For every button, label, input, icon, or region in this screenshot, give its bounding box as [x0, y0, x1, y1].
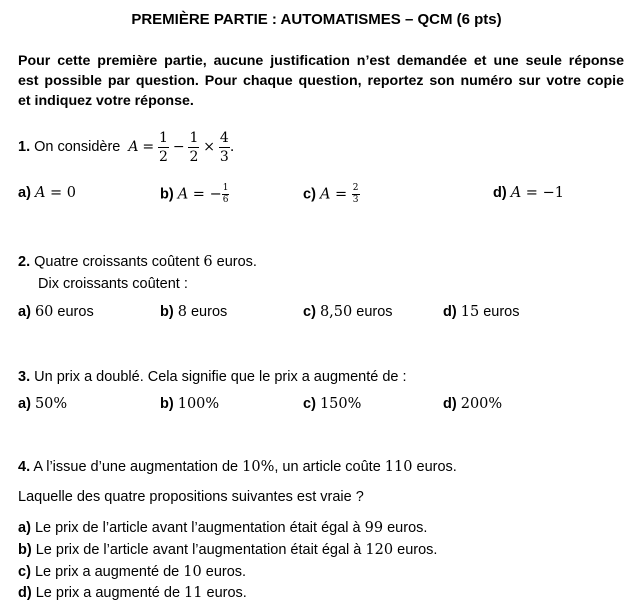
q4-option-c: c) Le prix a augmenté de 10 euros.: [18, 564, 247, 580]
formula-times: ×: [203, 139, 216, 156]
question-1: [18, 131, 234, 164]
question-2: 2. Quatre croissants coûtent 6 euros.: [18, 254, 257, 270]
question-number: 2.: [18, 254, 31, 270]
formula-minus: −: [172, 139, 185, 156]
question-2-line-2: Dix croissants coûtent :: [38, 276, 188, 292]
question-number: 3.: [18, 369, 31, 385]
q3-option-a: a) 50%: [18, 396, 68, 412]
question-4-prompt: Laquelle des quatre propositions suivantes est vraie ?: [18, 489, 364, 505]
fraction-2: $\frac{1}{2}$: [189, 130, 199, 165]
question-text: On considère: [34, 139, 121, 156]
q4-option-d: d) Le prix a augmenté de 11 euros.: [18, 585, 247, 601]
formula-variable: A: [128, 139, 139, 156]
q3-option-c: c) 150%: [303, 396, 362, 412]
q1-option-b: b) A = − $\frac{1}{6}$: [160, 183, 229, 205]
q3-option-b: b) 100%: [160, 396, 220, 412]
question-1-formula: [128, 131, 234, 164]
question-4: 4. A l’issue d’une augmentation de 10%, un article coûte 110 euros.: [18, 459, 457, 475]
instructions-line-1: Pour cette première partie, aucune justification n’est demandée et une seule réponse: [18, 53, 624, 69]
instructions-line-2: est possible par question. Pour chaque question, reportez son numéro sur votre copie: [18, 73, 624, 89]
instructions-line-3: et indiquez votre réponse.: [18, 93, 194, 109]
question-number: 4.: [18, 459, 31, 475]
q3-option-d: d) 200%: [443, 396, 503, 412]
q2-option-a: a) 60 euros: [18, 304, 94, 320]
q1-option-d: d) A = −1: [493, 185, 564, 201]
question-number: 1.: [18, 139, 31, 156]
q4-option-a: a) Le prix de l’article avant l’augmentation était égal à 99 euros.: [18, 520, 428, 536]
q1-option-c: c) A = $\frac{2}{3}$: [303, 183, 359, 205]
page-title: PREMIÈRE PARTIE : AUTOMATISMES – QCM (6 pts): [131, 11, 502, 28]
fraction: $\frac{1}{6}$: [222, 183, 229, 205]
instructions: [18, 51, 624, 111]
q2-option-b: b) 8 euros: [160, 304, 228, 320]
question-3: 3. Un prix a doublé. Cela signifie que le prix a augmenté de :: [18, 369, 407, 385]
q2-option-c: c) 8,50 euros: [303, 304, 393, 320]
q1-option-a: a) A = 0: [18, 185, 77, 201]
formula-period: .: [229, 139, 235, 156]
fraction: $\frac{2}{3}$: [352, 183, 359, 205]
formula-equals: =: [142, 139, 155, 156]
q2-option-d: d) 15 euros: [443, 304, 520, 320]
fraction-3: $\frac{4}{3}$: [219, 130, 229, 165]
q4-option-b: b) Le prix de l’article avant l’augmentation était égal à 120 euros.: [18, 542, 438, 558]
fraction-1: $\frac{1}{2}$: [159, 130, 168, 165]
